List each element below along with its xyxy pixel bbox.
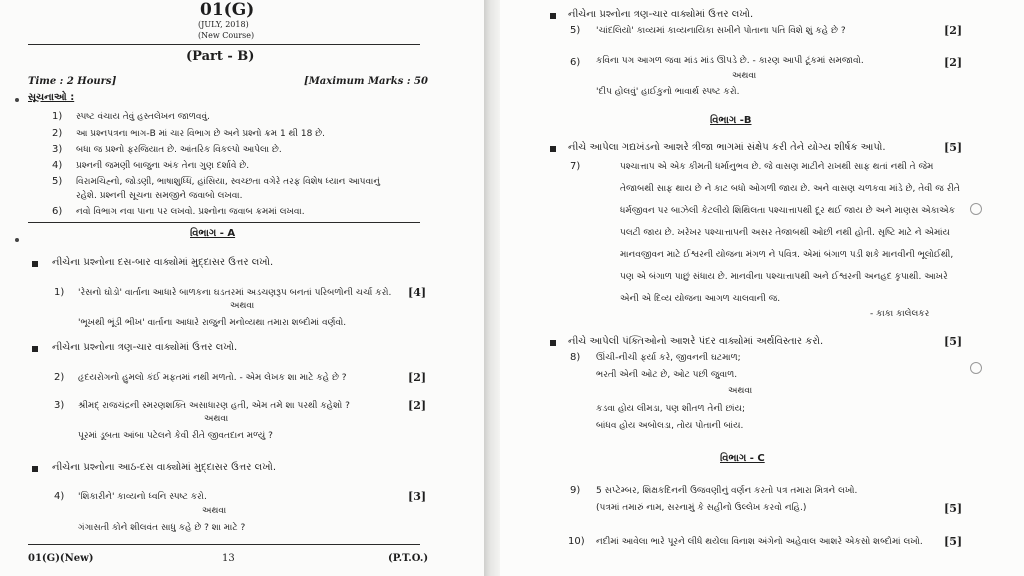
bullet-icon: [550, 13, 556, 19]
question-alt-text: પૂરમાં ડૂબતા આંબા પટેલને કેવી રીતે જીવતદાન મળ્યું ?: [78, 431, 273, 441]
page-gutter: [484, 0, 500, 576]
bullet-icon: [32, 346, 38, 352]
question-alt-text: 'દીપ હોલવું' હાઈકુનો ભાવાર્થ સ્પષ્ટ કરો.: [596, 87, 740, 97]
instruction-text: પ્રશ્નની જમણી બાજુના અંક તેના ગુણ દર્શાવે છે.: [76, 161, 250, 171]
or-label: અથવા: [230, 301, 255, 311]
header-divider: [28, 44, 420, 45]
question-note: (પત્રમાં તમારું નામ, સરનામું કે સહીનો ઉલ્લેખ કરવો નહિ.): [596, 503, 807, 513]
question-marks: [3]: [408, 490, 427, 503]
question-marks: [2]: [944, 24, 963, 37]
question-marks: [2]: [408, 399, 427, 412]
or-label: અથવા: [732, 71, 757, 81]
passage-line: માનવજીવન માટે ઈશ્વરની યોજના મંગળ ને પવિત્ર. એમાં બંગાળ પડી શકે માનવીની ભૂલોઈથી,: [620, 250, 954, 260]
question-number: 6): [570, 57, 581, 68]
instruction-text: બધા જ પ્રશ્નો ફરજિયાત છે. આંતરિક વિકલ્પો આપેલા છે.: [76, 145, 282, 155]
left-page: [0, 0, 484, 576]
passage-line: પણ એ બંગાળ પાછું સંધાય છે. માનવીના પશ્ચાત્તાપથી અને ઈશ્વરની અનહદ કૃપાથી. આખરે: [620, 272, 948, 282]
instruction-text: વિરામચિહ્નો, જોડણી, ભાષાશુધ્ધિ, હાંસિયા, સ્વચ્છતા વગેરે તરફ વિશેષ ધ્યાન આપવાનું: [76, 177, 381, 187]
question-group-heading: નીચેના પ્રશ્નોના ત્રણ-ચાર વાક્યોમાં ઉત્તર લખો.: [568, 9, 754, 20]
instructions-divider: [28, 222, 420, 223]
instruction-text: આ પ્રશ્નપત્રના ભાગ-B માં ચાર વિભાગ છે અને પ્રશ્નો ક્રમ 1 થી 18 છે.: [76, 129, 326, 139]
footer-divider: [28, 544, 420, 545]
question-marks: [5]: [944, 535, 963, 548]
instruction-text: સ્પષ્ટ વંચાય તેવું હસ્તલેખન જાળવવું.: [76, 112, 210, 122]
bullet-icon: [32, 261, 38, 267]
course-label: (New Course): [198, 31, 255, 40]
question-number: 10): [568, 536, 585, 547]
question-text: હૃદયરોગનો હુમલો કંઈ મફતમાં નથી મળતો. - એમ લેખક શા માટે કહે છે ?: [78, 373, 347, 383]
question-text: 'શિકારીને' કાવ્યનો ધ્વનિ સ્પષ્ટ કરો.: [78, 492, 207, 502]
question-alt-text: 'ભૂખથી ભૂંડી ભીખ' વાર્તાના આધારે રાજુની મનોવ્યથા તમારા શબ્દોમાં વર્ણવો.: [78, 318, 347, 328]
instructions-title: સૂચનાઓ :: [28, 92, 75, 103]
question-group-heading: નીચે આપેલા ગદ્યખંડનો આશરે ત્રીજા ભાગમાં સંક્ષેપ કરી તેને યોગ્ય શીર્ષક આપો.: [568, 142, 886, 153]
section-b-heading: વિભાગ -B: [710, 115, 752, 126]
question-number: 7): [570, 161, 581, 172]
poem-line: ભરતી એની ઓટ છે, ઓટ પછી જુવાળ.: [596, 370, 738, 380]
paper-code: 01(G): [200, 0, 255, 20]
question-group-heading: નીચેના પ્રશ્નોના આઠ-દસ વાક્યોમાં મુદ્દાસર ઉત્તર લખો.: [52, 462, 277, 473]
question-number: 3): [54, 400, 65, 411]
part-label: (Part - B): [186, 49, 255, 64]
instruction-number: 5): [52, 176, 63, 187]
instruction-number: 2): [52, 128, 63, 139]
question-marks: [4]: [408, 286, 427, 299]
bullet-icon: [550, 340, 556, 346]
question-number: 4): [54, 491, 65, 502]
instruction-number: 1): [52, 111, 63, 122]
passage-line: પલટી જાય છે. ખરેખર પશ્ચાત્તાપની અસર તેજાબથી ઓછી નથી હોતી. સૃષ્ટિ માટે ને એમાંય: [620, 228, 950, 238]
bullet-icon: [32, 466, 38, 472]
punch-hole-icon: [970, 362, 982, 374]
question-text: 'ચાંદલિયો' કાવ્યમાં કાવ્યનાયિકા સખીને પોતાના પતિ વિશે શું કહે છે ?: [596, 26, 846, 36]
question-marks: [2]: [944, 56, 963, 69]
or-label: અથવા: [202, 506, 227, 516]
passage-line: એની એ દિવ્ય યોજના આગળ ચાલવાની જ.: [620, 294, 781, 304]
footer-code: 01(G)(New): [28, 553, 94, 564]
question-group-heading: નીચે આપેલી પંક્તિઓનો આશરે પંદર વાક્યોમાં અર્થવિસ્તાર કરો.: [568, 336, 824, 347]
passage-line: ધર્મજીવન પર બાઝેલી કેટલીયે શિથિલતા પશ્ચાત્તાપથી દૂર થઈ જાય છે અને માણસ એકાએક: [620, 206, 956, 216]
passage-author: - કાકા કાલેલકર: [870, 309, 930, 319]
instruction-number: 6): [52, 206, 63, 217]
bullet-icon: [550, 146, 556, 152]
question-number: 2): [54, 372, 65, 383]
section-a-heading: વિભાગ - A: [190, 228, 236, 239]
question-text: નદીમાં આવેલા ભારે પૂરને લીધે થયેલા વિનાશ અંગેનો અહેવાલ આશરે એકસો શબ્દોમાં લખો.: [596, 537, 923, 547]
page-number: 13: [222, 553, 235, 564]
time-label: Time : 2 Hours]: [28, 76, 117, 87]
question-marks: [5]: [944, 502, 963, 515]
exam-session: (JULY, 2018): [198, 20, 249, 29]
passage-line: તેજાબથી સાફ થાય છે ને કાટ બધો ઓગળી જાય છે. અને વાસણ ચળકવા માંડે છે, તેવી જ રીતે: [620, 184, 960, 194]
question-number: 1): [54, 287, 65, 298]
question-group-heading: નીચેના પ્રશ્નોના દસ-બાર વાક્યોમાં મુદ્દાસર ઉત્તર લખો.: [52, 257, 274, 268]
instruction-text: રહેશે. પ્રશ્નની સૂચના સમજીને જવાબો લખવા.: [76, 191, 243, 201]
question-text: શ્રીમદ્ રાજચંદ્રની સ્મરણશક્તિ અસાધારણ હતી, એમ તમે શા પરથી કહેશો ?: [78, 401, 350, 411]
poem-line: ઊંચી-નીચી ફર્યા કરે, જીવનની ઘટમાળ;: [596, 353, 741, 363]
or-label: અથવા: [728, 386, 753, 396]
poem-line: કડવા હોય લીમડા, પણ શીતળ તેની છાંય;: [596, 404, 746, 414]
question-marks: [5]: [944, 335, 963, 348]
question-number: 5): [570, 25, 581, 36]
question-text: 'રેસનો ઘોડો' વાર્તાના આધારે બાળકના ઘડતરમાં અડચણરૂપ બનતાં પરિબળોની ચર્ચા કરો.: [78, 288, 392, 298]
question-marks: [2]: [408, 371, 427, 384]
poem-line: બાંધવ હોય અબોલડા, તોય પોતાની બાંય.: [596, 421, 744, 431]
pto-label: (P.T.O.): [388, 553, 429, 564]
or-label: અથવા: [204, 414, 229, 424]
right-page: [500, 0, 1024, 576]
question-alt-text: ગંગાસતી કોને શીલવંત સાધુ કહે છે ? શા માટે ?: [78, 523, 246, 533]
binding-dot: [15, 238, 19, 242]
instruction-number: 4): [52, 160, 63, 171]
instruction-text: નવો વિભાગ નવા પાના પર લખવો. પ્રશ્નોના જવાબ ક્રમમાં લખવા.: [76, 207, 305, 217]
max-marks-label: [Maximum Marks : 50: [304, 76, 428, 87]
question-text: 5 સપ્ટેમ્બર, શિક્ષકદિનની ઉજવણીનું વર્ણન કરતો પત્ર તમારા મિત્રને લખો.: [596, 486, 858, 496]
binding-dot: [15, 98, 19, 102]
question-number: 8): [570, 352, 581, 363]
question-number: 9): [570, 485, 581, 496]
section-c-heading: વિભાગ - C: [720, 453, 765, 464]
passage-line: પશ્ચાત્તાપ એ એક કીમતી ધર્માનુભવ છે. જે વાસણ માટીને રાખથી સાફ થતાં નથી તે જેમ: [620, 162, 934, 172]
question-group-heading: નીચેના પ્રશ્નોના ત્રણ-ચાર વાક્યોમાં ઉત્તર લખો.: [52, 342, 238, 353]
instruction-number: 3): [52, 144, 63, 155]
punch-hole-icon: [970, 203, 982, 215]
question-marks: [5]: [944, 141, 963, 154]
question-text: કવિના પગ આગળ જવા માંડ માંડ ઊપડે છે. - કારણ આપી ટૂંકમાં સમજાવો.: [596, 56, 864, 66]
